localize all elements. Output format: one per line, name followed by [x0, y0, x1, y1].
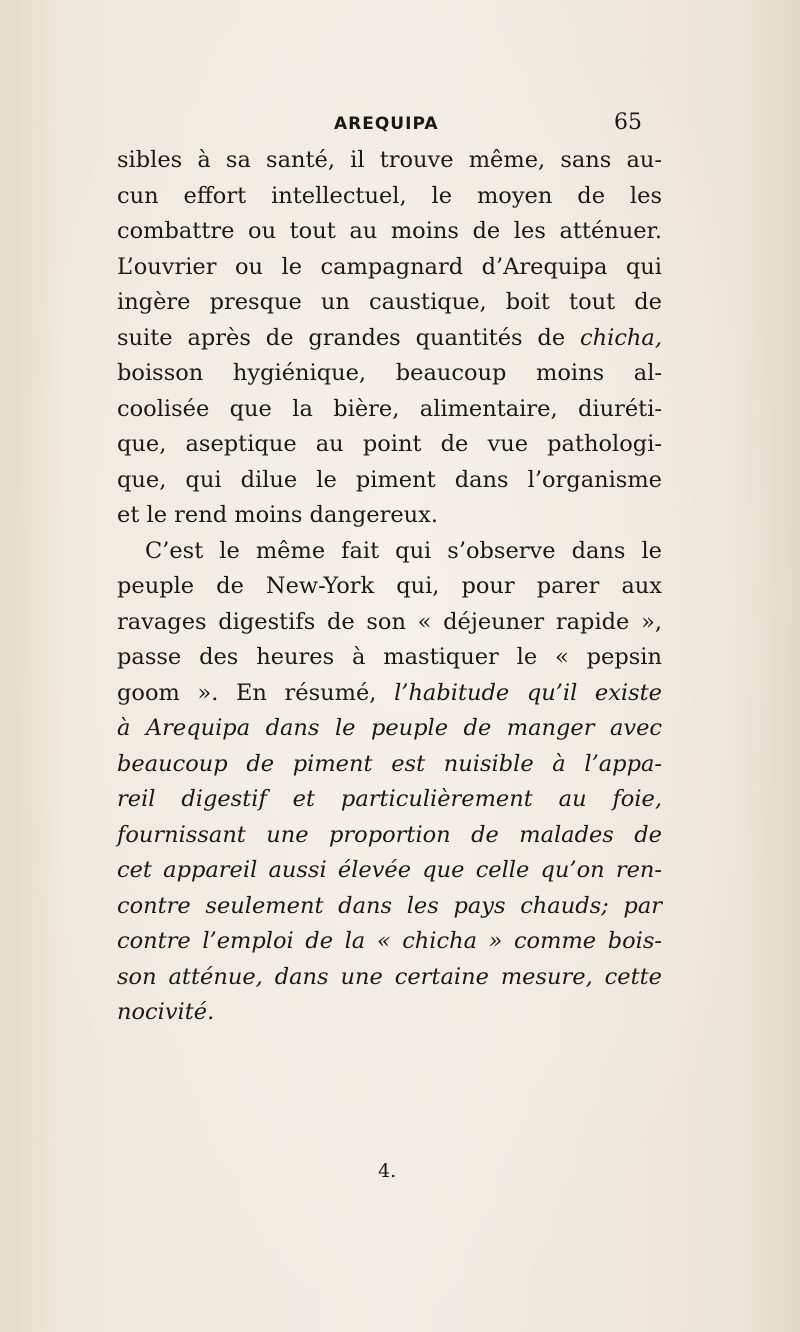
text-run-roman: goom ». En résumé,: [117, 679, 395, 706]
text-line: cun effort intellectuel, le moyen de les: [117, 182, 662, 209]
body-text: [117, 143, 662, 1031]
text-line: beaucoup de piment est nuisible à l’appa-: [117, 750, 662, 777]
text-line: [117, 321, 662, 357]
text-line: passe des heures à mastiquer le « pepsin: [117, 644, 662, 670]
signature-mark: 4.: [378, 1160, 397, 1182]
text-line: combattre ou tout au moins de les atténuer.: [117, 218, 662, 244]
text-line: coolisée que la bière, alimentaire, diuréti-: [117, 395, 662, 422]
text-line: que, qui dilue le piment dans l’organisme: [117, 466, 662, 493]
text-line: reil digestif et particulièrement au foie,: [117, 786, 662, 812]
text-line: fournissant une proportion de malades de: [117, 821, 662, 848]
text-line: sibles à sa santé, il trouve même, sans au-: [117, 147, 662, 173]
text-line: et le rend moins dangereux.: [117, 502, 438, 528]
text-line: que, aseptique au point de vue pathologi-: [117, 431, 662, 457]
running-title: AREQUIPA: [334, 114, 439, 134]
page-number: 65: [614, 110, 642, 135]
text-line: [117, 676, 662, 712]
text-line: ingère presque un caustique, boit tout de: [117, 289, 662, 315]
text-run-italic: l’habitude qu’il existe: [394, 679, 662, 706]
text-line: peuple de New-York qui, pour parer aux: [117, 573, 662, 599]
text-line: nocivité.: [117, 999, 215, 1025]
text-line: son atténue, dans une certaine mesure, cette: [117, 963, 662, 990]
text-line: boisson hygiénique, beaucoup moins al-: [117, 360, 662, 386]
text-line: cet appareil aussi élevée que celle qu’on ren-: [117, 857, 662, 883]
text-run-italic: chicha,: [580, 324, 662, 351]
text-line: contre l’emploi de la « chicha » comme bois-: [117, 928, 662, 954]
text-line: à Arequipa dans le peuple de manger avec: [117, 715, 662, 741]
text-run-roman: suite après de grandes quantités de: [117, 324, 581, 351]
text-line: ravages digestifs de son « déjeuner rapide »,: [117, 608, 662, 635]
text-line: C’est le même fait qui s’observe dans le: [145, 537, 662, 564]
text-line: L’ouvrier ou le campagnard d’Arequipa qui: [117, 253, 662, 280]
text-line: contre seulement dans les pays chauds; par: [117, 892, 662, 919]
running-head: [0, 108, 800, 138]
